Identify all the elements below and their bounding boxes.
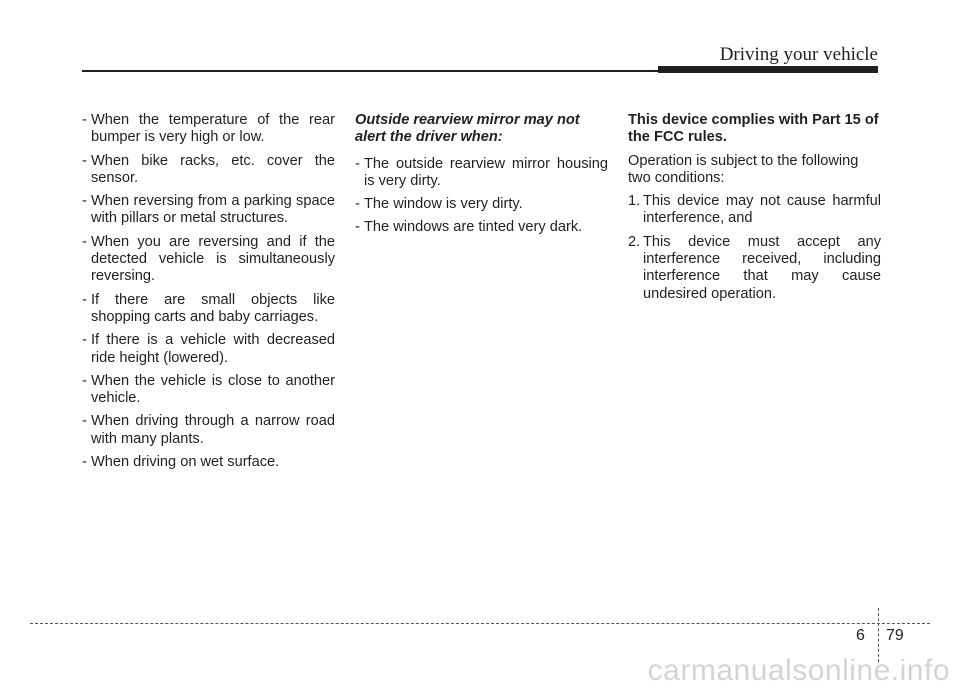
column-middle — [355, 112, 608, 243]
page-number: 79 — [886, 627, 904, 644]
list-item: - When the temperature of the rear bumper is very high or low. — [82, 112, 335, 146]
list-item: - If there is a vehicle with decreased ride height (lowered). — [82, 332, 335, 366]
list-item: - When you are reversing and if the detected vehicle is simultaneously reversing. — [82, 233, 335, 285]
column-right — [628, 112, 881, 309]
header-rule-accent — [658, 66, 878, 73]
list-item: 2. This device must accept any interference received, including interference that may cause undesired operation. — [628, 233, 881, 302]
list-item: - When the vehicle is close to another vehicle. — [82, 372, 335, 407]
list-item: - When driving on wet surface. — [82, 454, 280, 471]
fcc-heading: This device complies with Part 15 of the FCC rules. — [628, 112, 879, 146]
watermark: carmanualsonline.info — [647, 654, 950, 687]
list-item: - If there are small objects like shopping carts and baby carriages. — [82, 291, 335, 325]
chapter-number: 6 — [856, 627, 865, 644]
list-item: - The outside rearview mirror housing is very dirty. — [355, 155, 608, 189]
header-rule — [82, 70, 662, 72]
list-item: - When driving through a narrow road with many plants. — [82, 413, 335, 447]
section-heading: Outside rearview mirror may not alert the driver when: — [355, 112, 580, 146]
footer-rule — [30, 623, 930, 624]
list-item: - When bike racks, etc. cover the sensor. — [82, 152, 335, 186]
list-item: 1. This device may not cause harmful interference, and — [628, 193, 881, 227]
list-item: - When reversing from a parking space with pillars or metal structures. — [82, 193, 335, 227]
running-header: Driving your vehicle — [719, 44, 878, 65]
column-left — [82, 112, 335, 477]
list-item: - The window is very dirty. — [355, 196, 523, 213]
list-item: - The windows are tinted very dark. — [355, 219, 583, 236]
fcc-intro: Operation is subject to the following two conditions: — [628, 152, 859, 186]
